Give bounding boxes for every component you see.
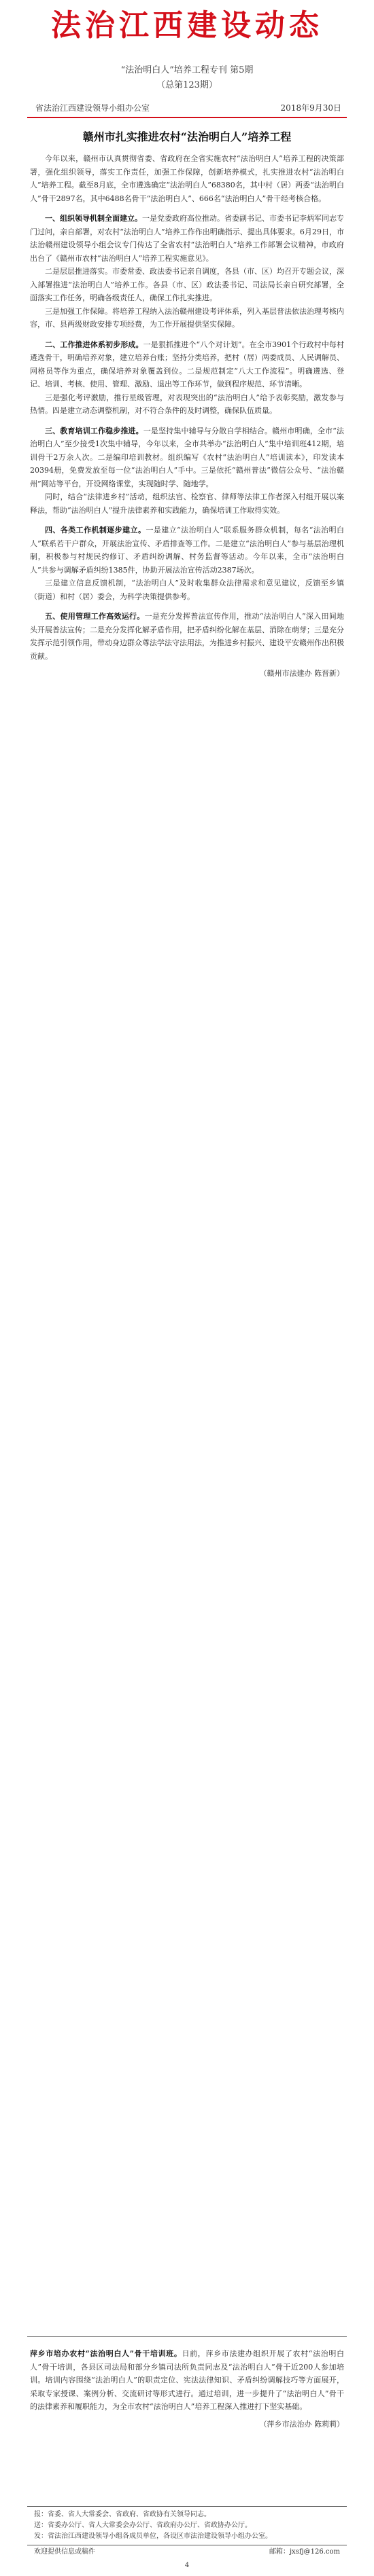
section-text: 同时，结合“法律进乡村”活动，组织法官、检察官、律师等法律工作者深入村组开展以案释法，帮助“法治明白人”提升法律素养和实践能力，确保培训工作取得实效。 bbox=[30, 492, 344, 515]
section-heading: 五、使用管理工作高效运行。 bbox=[45, 612, 145, 621]
section-heading: 二、工作推进体系初步形成。 bbox=[45, 340, 143, 349]
section-text: 三是建立信息反馈机制，“法治明白人”及时收集群众法律需求和意见建议，反馈至乡镇（街道）和村（居）委会，为科学决策提供参考。 bbox=[30, 579, 344, 601]
article-title: 赣州市扎实推进农村“法治明白人”培养工程 bbox=[82, 130, 292, 143]
publisher: 省法治江西建设领导小组办公室 bbox=[35, 103, 150, 113]
section-text: 二是层层推进落实。市委常委、政法委书记亲自调度，各县（市、区）均召开专题会议，深入部署推进“法治明白人”培养工作。各县（市、区）政法委书记、司法局长亲自研究部署，全面落实工作任务，明确各级责任人，确保工作扎实推进。 bbox=[30, 267, 344, 302]
article-title: 萍乡市培办农村“法治明白人”骨干培训班。 bbox=[30, 2349, 182, 2358]
header-divider bbox=[27, 117, 347, 118]
issue-total: （总第123期） bbox=[156, 80, 218, 90]
article-ganzhou bbox=[30, 129, 344, 681]
copy-to-line: 送：省委办公厅、省人大常委会办公厅、省政府办公厅、省政协办公厅。 bbox=[34, 2522, 252, 2529]
distribute-to-line: 发：省法治江西建设领导小组各成员单位，各设区市法治建设领导小组办公室。 bbox=[34, 2533, 272, 2540]
section-heading: 一、组织领导机制全面建立。 bbox=[45, 214, 142, 223]
article-signature: （萍乡市法治办 陈莉莉） bbox=[259, 2419, 344, 2429]
section-heading: 四、各类工作机制逐步建立。 bbox=[45, 526, 146, 534]
article-signature: （赣州市法建办 陈晋新） bbox=[259, 669, 344, 678]
section-text: 三是强化考评激励，推行星级管理，对表现突出的“法治明白人”给予表彰奖励，激发参与热情。四是建立动态调整机制，对不符合条件的及时调整，确保队伍质量。 bbox=[30, 393, 344, 415]
section-text: 一是坚持集中辅导与分散自学相结合。赣州市明确，全市“法治明白人”至少接受1次集中辅导，今年以来，全市共举办“法治明白人”集中培训班412期，培训骨干2万余人次。二是编印培训教材。组织编写《农村“法治明白人”培训读本》，印发读本20394册，免费发放至每一位“法治明白人”手中。三是依托“赣州普法”微信公众号、“法治赣州”网站等平台，开设网络课堂，实现随时学、随地学。 bbox=[30, 426, 345, 488]
section-text: 一是党委政府高位推动。省委副书记、市委书记李炳军同志专门过问，亲自部署，对农村“法治明白人”培养工作作出明确指示、提出具体要求。6月29日，市法治赣州建设领导小组会议专门传达了全省农村“法治明白人”培养工作部署会议精神，市政府出台了《赣州市农村“法治明白人”培养工程实施意见》。 bbox=[30, 214, 344, 263]
contact-note: 欢迎提供信息或稿件 bbox=[34, 2548, 95, 2556]
article-divider bbox=[27, 2336, 347, 2337]
section-text: 一是狠抓推进个“八个对计划”。在全市3901个行政村中每村遴选骨干，明确培养对象，建立培养台账；坚持分类培养，把村（居）两委成员、人民调解员、网格员等作为重点，确保培养对象覆盖到位。二是规范制定“八大工作流程”。明确遴选、登记、培训、考核、使用、管理、激励、退出等工作环节，做到程序规范、环节清晰。 bbox=[30, 340, 344, 388]
section-text: 三是加强工作保障。将培养工程纳入法治赣州建设考评体系，列入基层普法依法治理考核内容，市、县两级财政安排专项经费，为工作开展提供坚实保障。 bbox=[30, 306, 344, 329]
section-text: 一是充分发挥普法宣传作用，推动“法治明白人”深入田间地头开展普法宣传；二是充分发挥化解矛盾作用，把矛盾纠纷化解在基层、消除在萌芽；三是充分发挥示范引领作用，带动身边群众尊法学法守法用法，为推进乡村振兴、建设平安赣州作出积极贡献。 bbox=[30, 612, 345, 661]
article-pingxiang bbox=[30, 2347, 344, 2431]
contact-email: 邮箱：jxsfj@126.com bbox=[269, 2548, 340, 2556]
masthead-title: 法治江西建设动态 bbox=[51, 8, 323, 43]
send-to-line: 报：省委、省人大常委会、省政府、省政协有关领导同志。 bbox=[34, 2511, 211, 2518]
publish-date: 2018年9月30日 bbox=[280, 103, 341, 113]
article-intro: 今年以来，赣州市认真贯彻省委、省政府在全省实施农村“法治明白人”培养工程的决策部署，强化组织领导，落实工作责任，加强工作保障，创新培养模式，扎实推进农村“法治明白人”培养工程。截至8月底，全市遴选确定“法治明白人”68380名，其中村（居）两委“法治明白人”骨干2897名，其中6488名骨干“法治明白人”、666名“法治明白人”骨干经考核合格。 bbox=[30, 154, 344, 203]
section-text: 一是建立“法治明白人”联系服务群众机制，每名“法治明白人”联系若干户群众，开展法治宣传、矛盾排查等工作。二是建立“法治明白人”参与基层治理机制，积极参与村规民约修订、矛盾纠纷调解、村务监督等活动。今年以来，全市“法治明白人”共参与调解矛盾纠纷1385件，协助开展法治宣传活动2387场次。 bbox=[30, 526, 344, 575]
publisher-row bbox=[27, 102, 347, 115]
distribution-box bbox=[27, 2506, 347, 2545]
section-heading: 三、教育培训工作稳步推进。 bbox=[45, 426, 143, 435]
article-text: 日前，萍乡市法建办组织开展了农村“法治明白人”骨干培训，各县区司法局和部分乡镇司法所负责同志及“法治明白人”骨干近200人参加培训。培训内容围绕“法治明白人”的职责定位、宪法法律知识、矛盾纠纷调解技巧等方面展开，采取专家授课、案例分析、交流研讨等形式进行。通过培训，进一步提升了“法治明白人”骨干的法律素养和履职能力，为全市农村“法治明白人”培养工程深入推进打下坚实基础。 bbox=[30, 2349, 344, 2411]
page-number: 4 bbox=[184, 2562, 190, 2569]
issue-number: “法治明白人”培养工程专刊 第5期 bbox=[120, 65, 254, 75]
